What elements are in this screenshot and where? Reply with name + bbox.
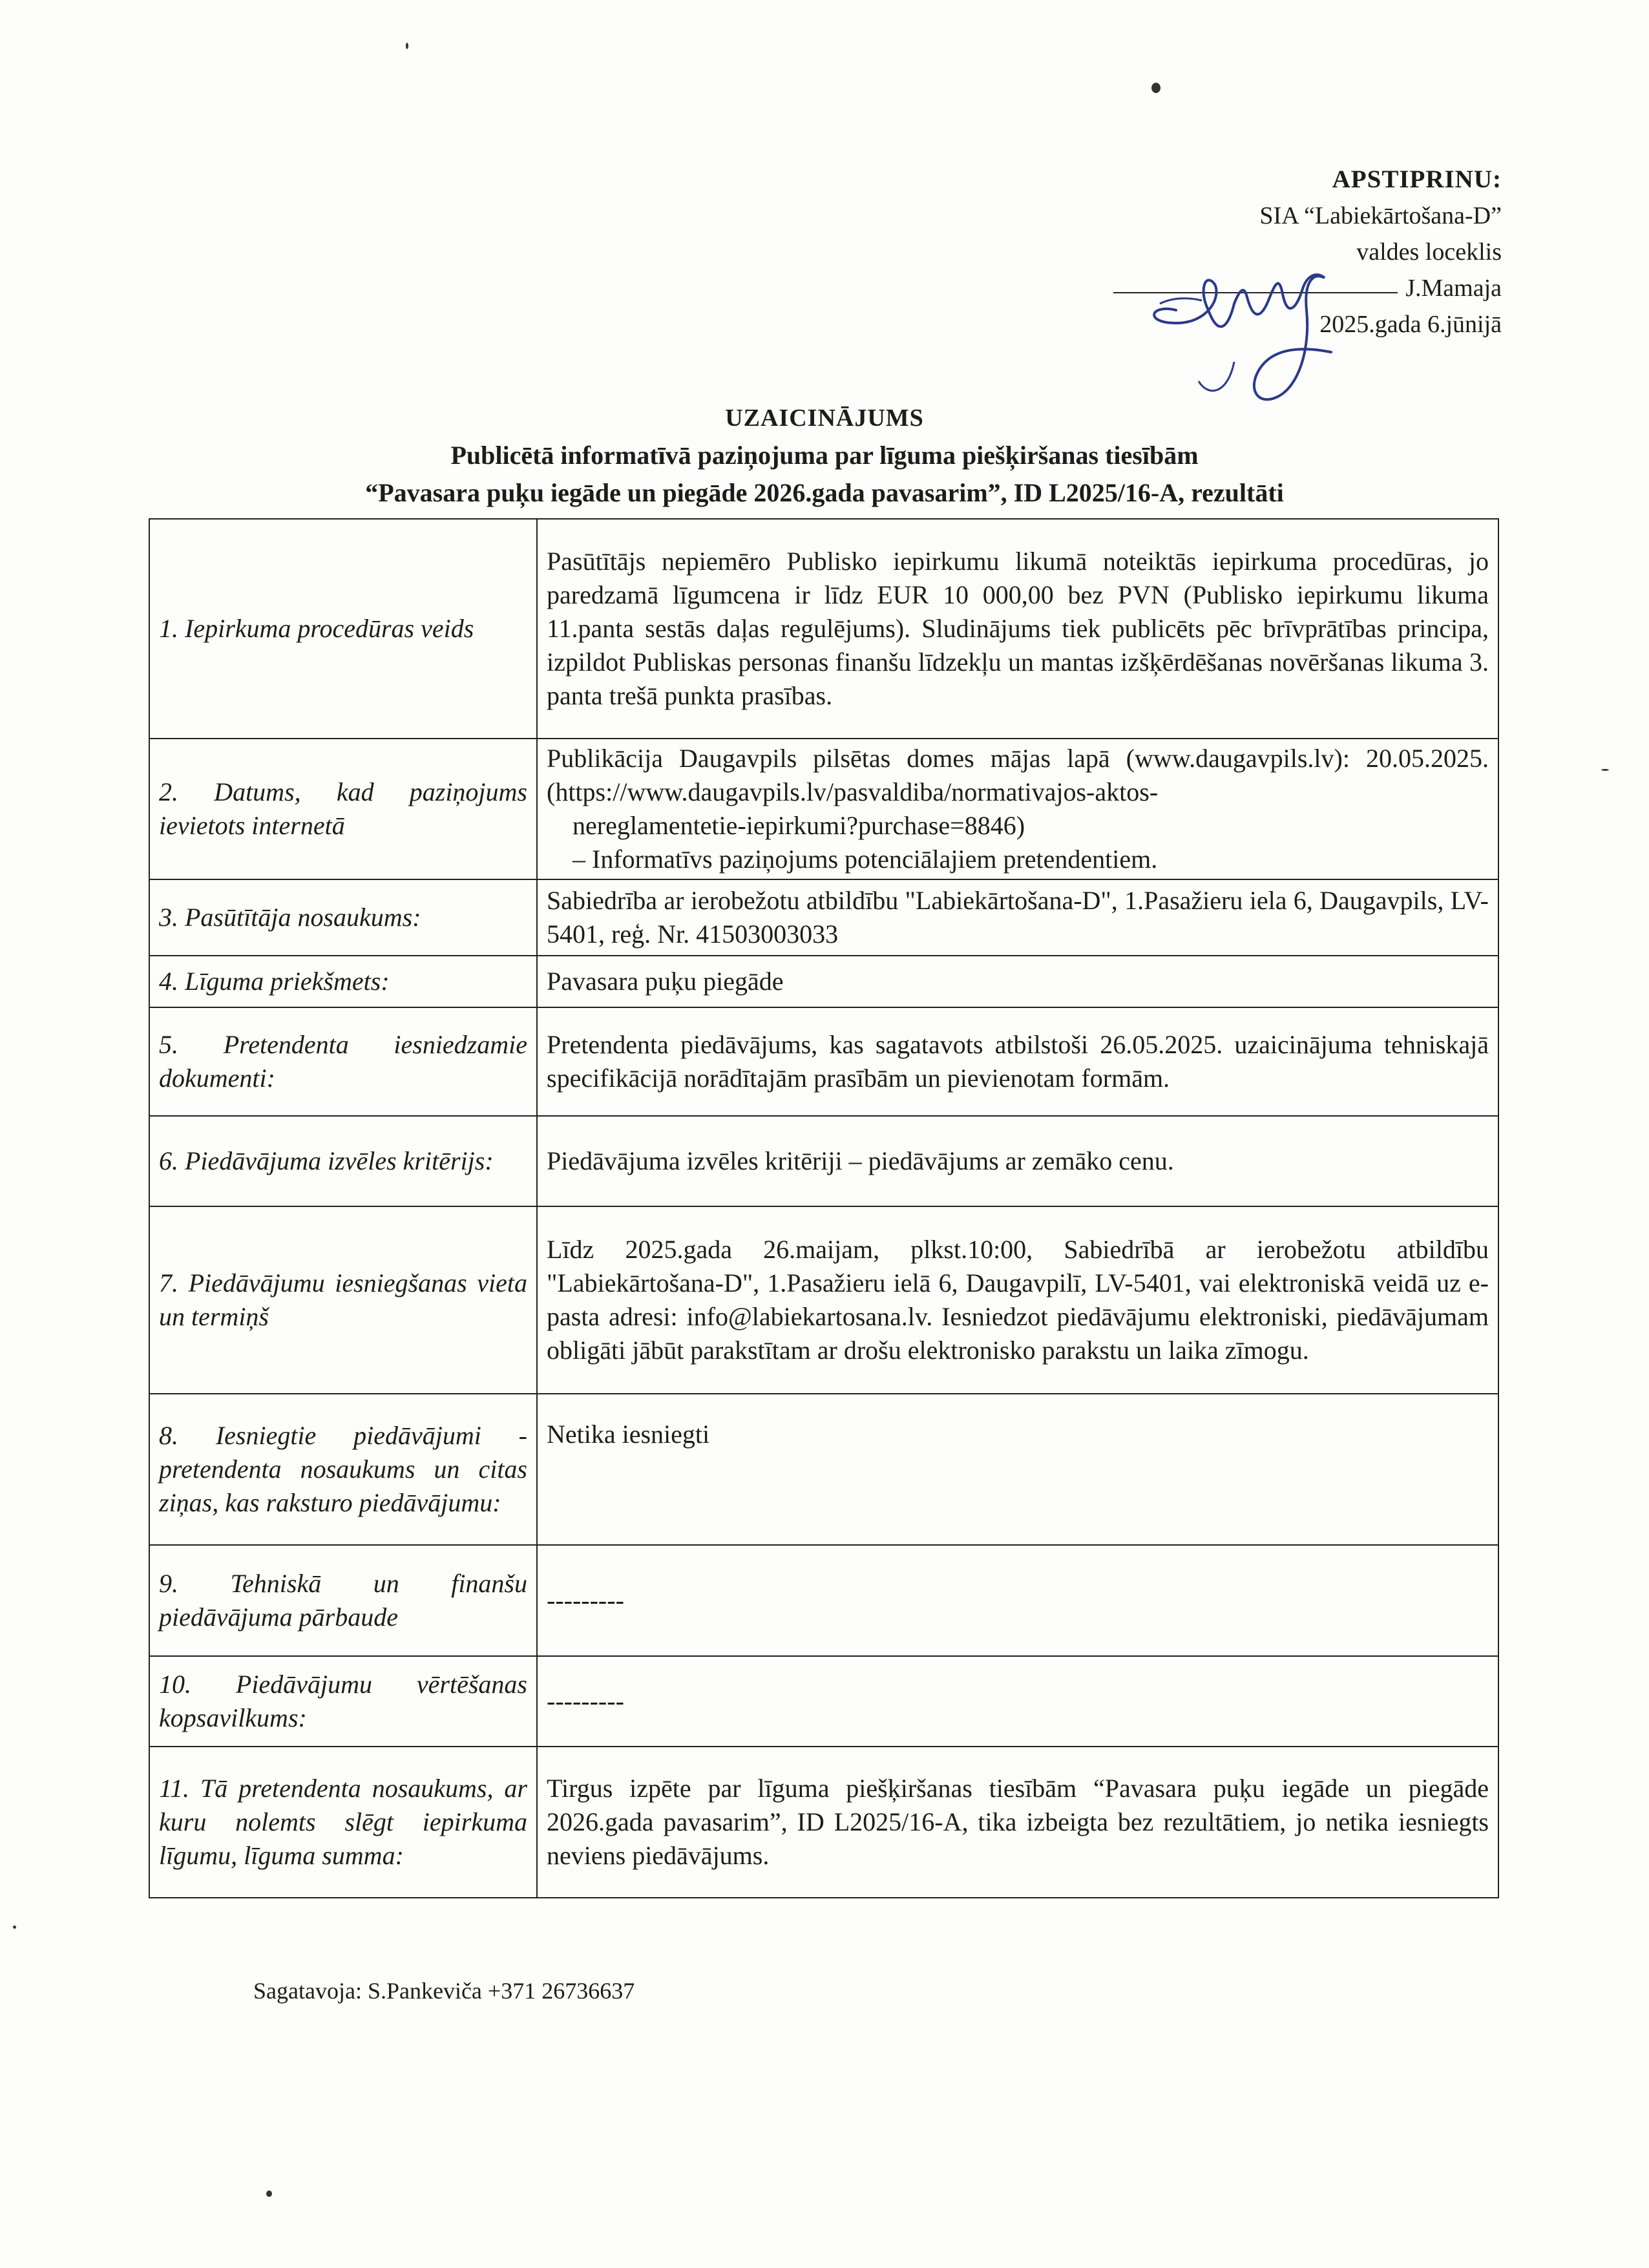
publication-text: Publikācija Daugavpils pilsētas domes mājas lapā (www.daugavpils.lv): 20.05.2025. (https://www.daugavpils.lv/pasvaldiba/normativajos-aktos- (547, 744, 1489, 806)
approval-date: 2025.gada 6.jūnijā (1319, 311, 1502, 338)
heading-subtitle: Publicētā informatīvā paziņojuma par līguma piešķiršanas tiesībām (450, 441, 1199, 470)
approval-signer: J.Mamaja (1405, 275, 1502, 302)
scan-speck (406, 43, 408, 49)
results-table (149, 518, 1499, 1898)
row-value: Pavasara puķu piegāde (537, 956, 1498, 1007)
table-row (149, 1545, 1498, 1656)
row-value: Sabiedrība ar ierobežotu atbildību "Labiekārtošana-D", 1.Pasažieru iela 6, Daugavpils, LV-5401, reģ. Nr. 41503003033 (537, 879, 1498, 956)
row-label: 7. Piedāvājumu iesniegšanas vieta un termiņš (149, 1206, 537, 1394)
approval-title: APSTIPRINU: (1332, 165, 1502, 193)
approval-position: valdes loceklis (1356, 238, 1502, 266)
table-row (149, 879, 1498, 956)
publication-url-end: nereglamentetie-iepirkumi?purchase=8846) (572, 811, 1025, 840)
row-label: 4. Līguma priekšmets: (149, 956, 537, 1007)
document-heading (0, 399, 1649, 512)
scan-speck (13, 1926, 16, 1929)
row-label: 6. Piedāvājuma izvēles kritērijs: (149, 1116, 537, 1206)
table-row (149, 1747, 1498, 1898)
row-value: Netika iesniegti (537, 1394, 1498, 1545)
scan-speck (1151, 83, 1161, 93)
row-label: 5. Pretendenta iesniedzamie dokumenti: (149, 1007, 537, 1116)
row-label: 10. Piedāvājumu vērtēšanas kopsavilkums: (149, 1656, 537, 1747)
row-label: 3. Pasūtītāja nosaukums: (149, 879, 537, 956)
row-value: Pasūtītājs nepiemēro Publisko iepirkumu likumā noteiktās iepirkuma procedūras, jo paredzamā līgumcena ir līdz EUR 10 000,00 bez PVN (Publisko iepirkumu likuma 11.panta sestās daļas regulējums). Sludinājums tiek publicēts pēc brīvprātības principa, izpildot Publiskas personas finanšu līdzekļu un mantas izšķērdēšanas novēršanas likuma 3. panta trešā punkta prasības. (537, 519, 1498, 739)
row-value: Piedāvājuma izvēles kritēriji – piedāvājums ar zemāko cenu. (537, 1116, 1498, 1206)
row-label: 2. Datums, kad paziņojums ievietots internetā (149, 739, 537, 879)
handwritten-signature (1137, 233, 1350, 407)
row-label: 8. Iesniegtie piedāvājumi - pretendenta nosaukums un citas ziņas, kas raksturo piedāvājumu: (149, 1394, 537, 1545)
publication-note: – Informatīvs paziņojums potenciālajiem pretendentiem. (572, 845, 1158, 874)
table-row (149, 1116, 1498, 1206)
row-value: Pretendenta piedāvājums, kas sagatavots atbilstoši 26.05.2025. uzaicinājuma tehniskajā specifikācijā norādītajām prasībām un pievienotam formām. (537, 1007, 1498, 1116)
row-value: Tirgus izpēte par līguma piešķiršanas tiesībām “Pavasara puķu iegāde un piegāde 2026.gada pavasarim”, ID L2025/16-A, tika izbeigta bez rezultātiem, jo netika iesniegts neviens piedāvājums. (537, 1747, 1498, 1898)
table-row (149, 1007, 1498, 1116)
row-label: 1. Iepirkuma procedūras veids (149, 519, 537, 739)
prepared-by: Sagatavoja: S.Pankeviča +371 26736637 (253, 1978, 635, 2004)
approval-company: SIA “Labiekārtošana-D” (1259, 202, 1502, 229)
table-row (149, 1206, 1498, 1394)
row-label: 9. Tehniskā un finanšu piedāvājuma pārbaude (149, 1545, 537, 1656)
row-value: --------- (537, 1545, 1498, 1656)
scan-speck (1601, 769, 1609, 771)
table-row (149, 1394, 1498, 1545)
table-row (149, 739, 1498, 879)
scan-speck (266, 2190, 272, 2197)
table-row (149, 1656, 1498, 1747)
table-row (149, 519, 1498, 739)
heading-title: UZAICINĀJUMS (725, 404, 924, 432)
table-row (149, 956, 1498, 1007)
row-label: 11. Tā pretendenta nosaukums, ar kuru nolemts slēgt iepirkuma līgumu, līguma summa: (149, 1747, 537, 1898)
row-value: --------- (537, 1656, 1498, 1747)
heading-subject: “Pavasara puķu iegāde un piegāde 2026.gada pavasarim”, ID L2025/16-A, rezultāti (365, 478, 1284, 507)
row-value: Līdz 2025.gada 26.maijam, plkst.10:00, Sabiedrībā ar ierobežotu atbildību "Labiekārtošana-D", 1.Pasažieru ielā 6, Daugavpilī, LV-5401, vai elektroniskā veidā uz e-pasta adresi: info@labiekartosana.lv. Iesniedzot piedāvājumu elektroniski, piedāvājumam obligāti jābūt parakstītam ar drošu elektronisko parakstu un laika zīmogu. (537, 1206, 1498, 1394)
row-value (537, 739, 1498, 879)
